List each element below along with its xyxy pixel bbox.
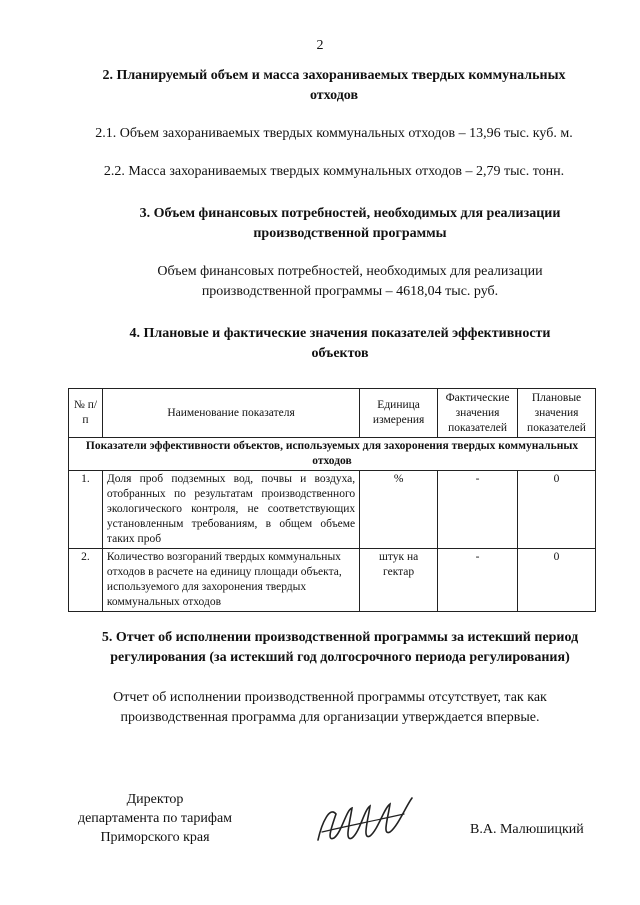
section2-heading-line2: отходов	[309, 88, 359, 103]
row-num: 2.	[69, 549, 103, 612]
row-planned: 0	[518, 549, 596, 612]
section2-heading-line1: 2. Планируемый объем и масса захораниваемых твердых коммунальных	[102, 68, 566, 83]
section2-heading	[40, 66, 628, 106]
section4-heading-line2: объектов	[311, 346, 369, 361]
section5-text-line2: производственная программа для организации утверждается впервые.	[120, 710, 540, 725]
handwritten-signature	[308, 792, 418, 852]
indicators-table	[68, 388, 596, 612]
row-name: Количество возгораний твердых коммунальных отходов в расчете на единицу площади объекта, используемого для захоронения твердых коммунальных отходов	[102, 549, 359, 612]
section5-heading	[40, 628, 640, 668]
section4-heading-line1: 4. Плановые и фактические значения показателей эффективности	[129, 326, 551, 341]
header-actual: Фактические значения показателей	[438, 389, 518, 438]
row-unit: %	[360, 471, 438, 549]
table-subheader: Показатели эффективности объектов, используемых для захоронения твердых коммунальных отходов	[69, 438, 596, 471]
section5-text	[30, 688, 630, 728]
section2-item1: 2.1. Объем захораниваемых твердых коммунальных отходов – 13,96 тыс. куб. м.	[95, 126, 573, 141]
section3-text-line1: Объем финансовых потребностей, необходимых для реализации	[157, 264, 543, 279]
header-planned: Плановые значения показателей	[518, 389, 596, 438]
page-number: 2	[316, 38, 324, 53]
header-name: Наименование показателя	[102, 389, 359, 438]
table-header-row	[69, 389, 596, 438]
section2-item2: 2.2. Масса захораниваемых твердых коммунальных отходов – 2,79 тыс. тонн.	[103, 164, 565, 179]
signatory-title	[60, 790, 250, 847]
section3-text-line2: производственной программы – 4618,04 тыс. руб.	[201, 284, 499, 299]
header-num: № п/п	[69, 389, 103, 438]
section5-heading-line1: 5. Отчет об исполнении производственной программы за истекший период	[101, 630, 579, 645]
section3-heading-line2: производственной программы	[253, 226, 447, 241]
section3-heading	[60, 204, 640, 244]
signatory-name: В.А. Малюшицкий	[470, 822, 584, 837]
row-unit: штук на гектар	[360, 549, 438, 612]
section5-text-line1: Отчет об исполнении производственной программы отсутствует, так как	[113, 690, 547, 705]
table-row	[69, 549, 596, 612]
section4-heading	[40, 324, 640, 364]
row-name: Доля проб подземных вод, почвы и воздуха, отобранных по результатам производственного экологического контроля, не соответствующих установленным требованиям, в общем объеме таких проб	[102, 471, 359, 549]
section5-heading-line2: регулирования (за истекший год долгосрочного периода регулирования)	[110, 650, 570, 665]
table-subheader-row	[69, 438, 596, 471]
row-actual: -	[438, 471, 518, 549]
section3-text	[60, 262, 640, 302]
table-row	[69, 471, 596, 549]
row-num: 1.	[69, 471, 103, 549]
section3-heading-line1: 3. Объем финансовых потребностей, необходимых для реализации	[139, 206, 561, 221]
signatory-title-line2: департамента по тарифам	[77, 811, 233, 826]
signatory-title-line1: Директор	[126, 792, 184, 807]
signatory-title-line3: Приморского края	[100, 830, 210, 845]
header-unit: Единица измерения	[360, 389, 438, 438]
row-actual: -	[438, 549, 518, 612]
row-planned: 0	[518, 471, 596, 549]
